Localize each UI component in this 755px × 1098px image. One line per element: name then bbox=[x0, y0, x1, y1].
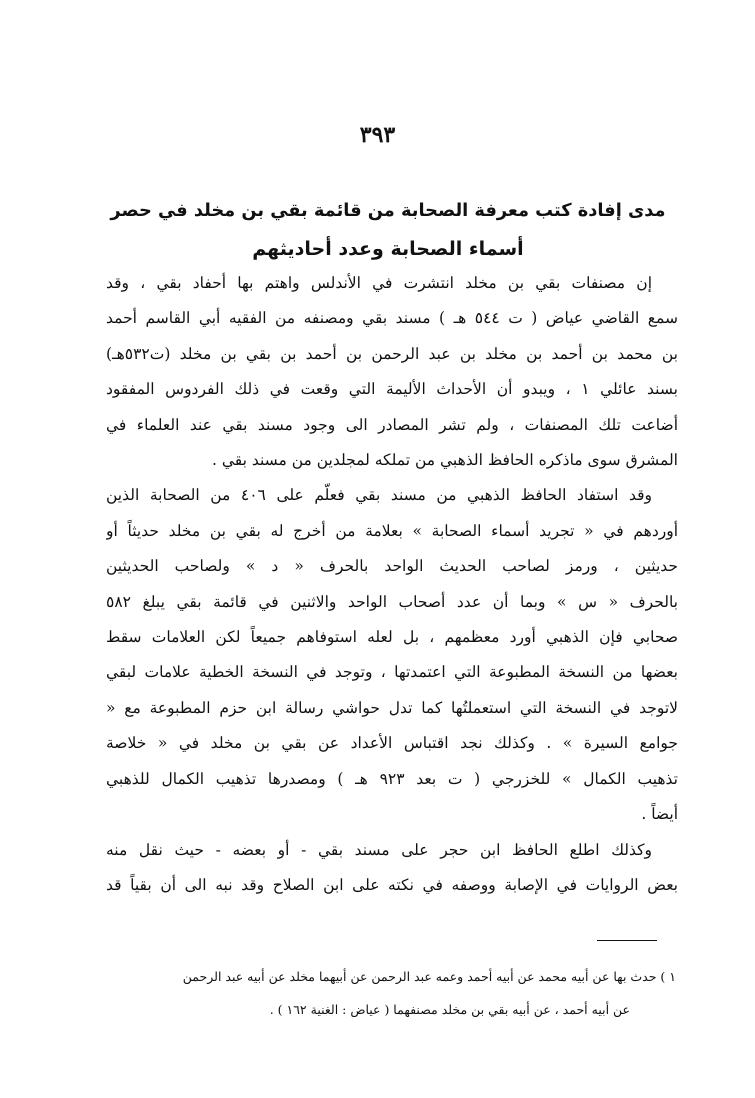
footnote-1-line-1: ١ ) حدث بها عن أبيه محمد عن أبيه أحمد وعمه عبد الرحمن عن أبيهما مخلد عن أبيه عبد الرحمن bbox=[182, 969, 676, 984]
footnote-1-line-2: عن أبيه أحمد ، عن أبيه بقي بن مخلد مصنفهما ( عياض : الغنية ١٦٢ ) . bbox=[269, 1002, 630, 1017]
footnotes bbox=[100, 960, 676, 1026]
heading-line-1: مدى إفادة كتب معرفة الصحابة من قائمة بقي بن مخلد في حصر bbox=[110, 200, 666, 221]
page-number: ٣٩٣ bbox=[359, 122, 396, 148]
text-line: بالحرف « س » وبما أن عدد أصحاب الواحد والاثنين في قائمة بقي يبلغ ٥٨٢ bbox=[106, 592, 678, 611]
text-line: بسند عائلي ١ ، ويبدو أن الأحداث الأليمة التي وقعت في ذلك الفردوس المفقود bbox=[106, 380, 678, 399]
text-line: بعضها من النسخة المطبوعة التي اعتمدتها ، وتوجد في النسخة الخطية علامات لبقي bbox=[106, 663, 678, 682]
section-heading bbox=[110, 192, 666, 268]
body-text bbox=[106, 266, 678, 903]
text-line: وقد استفاد الحافظ الذهبي من مسند بقي فعلّم على ٤٠٦ من الصحابة الذين bbox=[106, 486, 652, 505]
text-line: لاتوجد في النسخة التي استعملتُها كما تدل حواشي رسالة ابن حزم المطبوعة مع « bbox=[106, 698, 678, 717]
heading-line-2: أسماء الصحابة وعدد أحاديثهم bbox=[252, 238, 524, 260]
text-line: حديثين ، ورمز لصاحب الحديث الواحد بالحرف « د » ولصاحب الحديثين bbox=[106, 557, 678, 576]
text-line: أوردهم في « تجريد أسماء الصحابة » بعلامة من أخرج له بقي بن مخلد حديثاً أو bbox=[106, 521, 678, 540]
text-line: وكذلك اطلع الحافظ ابن حجر على مسند بقي - أو بعضه - حيث نقل منه bbox=[106, 840, 652, 859]
text-line: تذهيب الكمال » للخزرجي ( ت بعد ٩٢٣ هـ ) ومصدرها تذهيب الكمال للذهبي bbox=[106, 769, 678, 788]
footnote-divider bbox=[597, 940, 657, 941]
text-line: بعض الروايات في الإصابة ووصفه في نكته على ابن الصلاح وقد نبه الى أن بقياً قد bbox=[106, 875, 678, 894]
paragraph-3 bbox=[106, 833, 678, 904]
paragraph-1 bbox=[106, 266, 678, 478]
text-line: أيضاً . bbox=[641, 805, 678, 824]
text-line: بن محمد بن أحمد بن مخلد بن عبد الرحمن بن أحمد بن بقي بن مخلد (ت٥٣٢هـ) bbox=[106, 344, 678, 363]
text-line: صحابي فإن الذهبي أورد معظمهم ، بل لعله استوفاهم جميعاً لكن العلامات سقط bbox=[106, 628, 678, 647]
text-line: إن مصنفات بقي بن مخلد انتشرت في الأندلس واهتم بها أحفاد بقي ، وقد bbox=[106, 274, 652, 292]
text-line: سمع القاضي عياض ( ت ٥٤٤ هـ ) مسند بقي ومصنفه من الفقيه أبي القاسم أحمد bbox=[106, 309, 678, 328]
text-line: المشرق سوى ماذكره الحافظ الذهبي من تملكه لمجلدين من مسند بقي . bbox=[211, 451, 678, 470]
paragraph-2 bbox=[106, 478, 678, 832]
text-line: أضاعت تلك المصنفات ، ولم تشر المصادر الى وجود مسند بقي عند العلماء في bbox=[106, 415, 678, 434]
text-line: جوامع السيرة » . وكذلك نجد اقتباس الأعداد عن بقي بن مخلد في « خلاصة bbox=[106, 734, 678, 753]
